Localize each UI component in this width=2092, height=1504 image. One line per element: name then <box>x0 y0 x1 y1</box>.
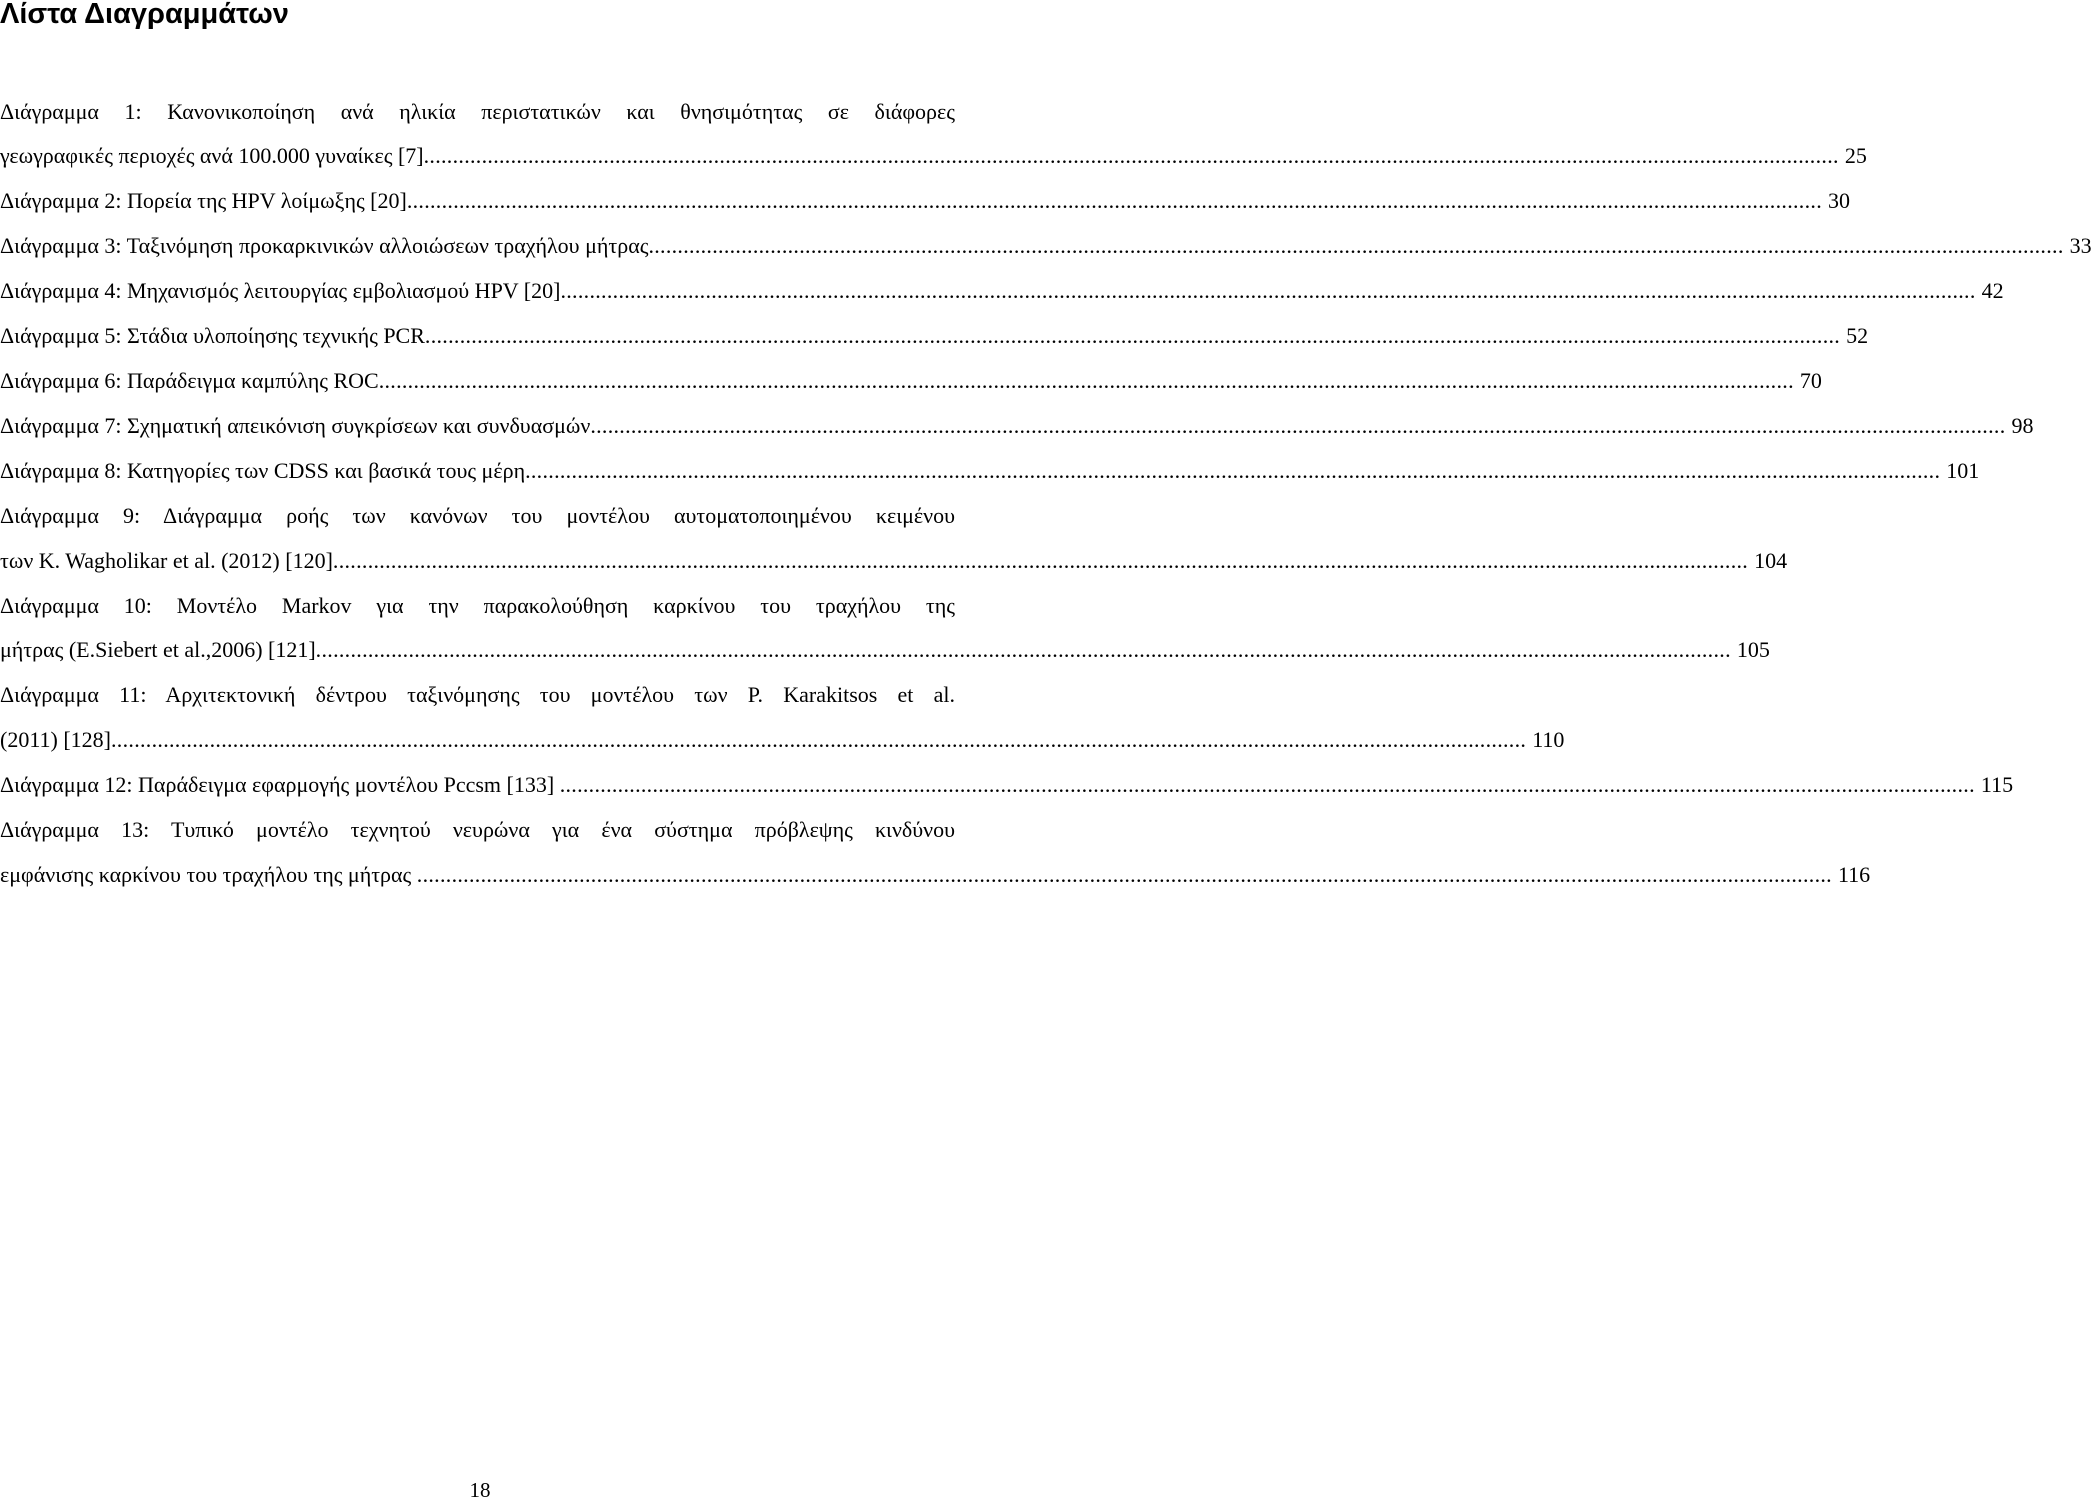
toc-entry-1-line1: Διάγραμμα 1: Κανονικοποίηση ανά ηλικία περιστατικών και θνησιμότητας σε διάφορες <box>0 99 955 124</box>
toc-page-number: 30 <box>1828 188 1851 213</box>
page-title: Λίστα Διαγραμμάτων <box>0 0 289 30</box>
toc-entry-13-line1: Διάγραμμα 13: Τυπικό μοντέλο τεχνητού νευρώνα για ένα σύστημα πρόβλεψης κινδύνου <box>0 817 955 842</box>
toc-page-number: 116 <box>1837 862 1871 887</box>
toc-entry-7[interactable] <box>0 411 2034 441</box>
toc-page-number: 101 <box>1946 458 1980 483</box>
toc-entry-3[interactable] <box>0 231 2092 261</box>
toc-entry-4[interactable] <box>0 276 2004 306</box>
toc-page-number: 33 <box>2069 233 2092 258</box>
toc-page-number: 25 <box>1844 143 1867 168</box>
toc-entry-1[interactable] <box>0 141 1867 171</box>
toc-leader-dots: .................................................................................................................................................................................................................................................... <box>378 368 1794 393</box>
toc-leader-dots: .................................................................................................................................................................................................................................................... <box>332 548 1749 573</box>
toc-entry-text: Διάγραμμα 6: Παράδειγμα καμπύλης ROC <box>0 368 379 393</box>
toc-leader-dots: .................................................................................................................................................................................................................................................... <box>559 772 1975 797</box>
toc-page-number: 105 <box>1736 637 1770 662</box>
toc-entry-text: Διάγραμμα 12: Παράδειγμα εφαρμογής μοντέλου Pccsm [133] <box>0 772 560 797</box>
toc-entry-11-line1: Διάγραμμα 11: Αρχιτεκτονική δέντρου ταξινόμησης του μοντέλου των P. Karakitsos et al. <box>0 682 955 707</box>
toc-leader-dots: .................................................................................................................................................................................................................................................... <box>648 233 2064 258</box>
toc-leader-dots: .................................................................................................................................................................................................................................................... <box>111 727 1527 752</box>
toc-page-number: 110 <box>1532 727 1565 752</box>
toc-entry-5[interactable] <box>0 321 1869 351</box>
toc-leader-dots: .................................................................................................................................................................................................................................................... <box>560 278 1976 303</box>
toc-entry-text: Διάγραμμα 3: Ταξινόμηση προκαρκινικών αλλοιώσεων τραχήλου μήτρας <box>0 233 649 258</box>
toc-leader-dots: .................................................................................................................................................................................................................................................... <box>416 862 1832 887</box>
toc-entry-11[interactable] <box>0 725 1565 755</box>
toc-entry-text: γεωγραφικές περιοχές ανά 100.000 γυναίκες [7] <box>0 143 424 168</box>
toc-entry-12[interactable] <box>0 770 2014 800</box>
toc-page-number: 98 <box>2011 413 2034 438</box>
toc-leader-dots: .................................................................................................................................................................................................................................................... <box>423 143 1839 168</box>
toc-page-number: 104 <box>1754 548 1788 573</box>
toc-leader-dots: .................................................................................................................................................................................................................................................... <box>424 323 1841 348</box>
toc-entry-6[interactable] <box>0 366 1822 396</box>
toc-entry-text: των K. Wagholikar et al. (2012) [120] <box>0 548 333 573</box>
toc-entry-10[interactable] <box>0 635 1770 665</box>
toc-entry-text: Διάγραμμα 4: Μηχανισμός λειτουργίας εμβολιασμού HPV [20] <box>0 278 561 303</box>
toc-entry-text: εμφάνισης καρκίνου του τραχήλου της μήτρας <box>0 862 417 887</box>
toc-entry-9[interactable] <box>0 546 1788 576</box>
toc-entry-text: Διάγραμμα 7: Σχηματική απεικόνιση συγκρίσεων και συνδυασμών <box>0 413 591 438</box>
toc-page-number: 70 <box>1799 368 1822 393</box>
toc-entry-text: (2011) [128] <box>0 727 111 752</box>
toc-entry-13[interactable] <box>0 860 1871 890</box>
toc-page-number: 42 <box>1981 278 2004 303</box>
toc-entry-8[interactable] <box>0 456 1980 486</box>
toc-leader-dots: .................................................................................................................................................................................................................................................... <box>315 637 1731 662</box>
toc-leader-dots: .................................................................................................................................................................................................................................................... <box>525 458 1941 483</box>
toc-leader-dots: .................................................................................................................................................................................................................................................... <box>406 188 1823 213</box>
toc-entry-10-line1: Διάγραμμα 10: Μοντέλο Markov για την παρακολούθηση καρκίνου του τραχήλου της <box>0 593 955 618</box>
toc-page-number: 52 <box>1846 323 1869 348</box>
toc-entry-2[interactable] <box>0 186 1851 216</box>
toc-entry-text: Διάγραμμα 2: Πορεία της HPV λοίμωξης [20] <box>0 188 407 213</box>
toc-leader-dots: .................................................................................................................................................................................................................................................... <box>590 413 2006 438</box>
toc-page-number: 115 <box>1980 772 2014 797</box>
page-number: 18 <box>469 1478 491 1502</box>
toc-entry-text: Διάγραμμα 8: Κατηγορίες των CDSS και βασικά τους μέρη <box>0 458 526 483</box>
toc-entry-text: Διάγραμμα 5: Στάδια υλοποίησης τεχνικής PCR <box>0 323 425 348</box>
toc-entry-9-line1: Διάγραμμα 9: Διάγραμμα ροής των κανόνων του μοντέλου αυτοματοποιημένου κειμένου <box>0 503 955 528</box>
toc-entry-text: μήτρας (E.Siebert et al.,2006) [121] <box>0 637 316 662</box>
